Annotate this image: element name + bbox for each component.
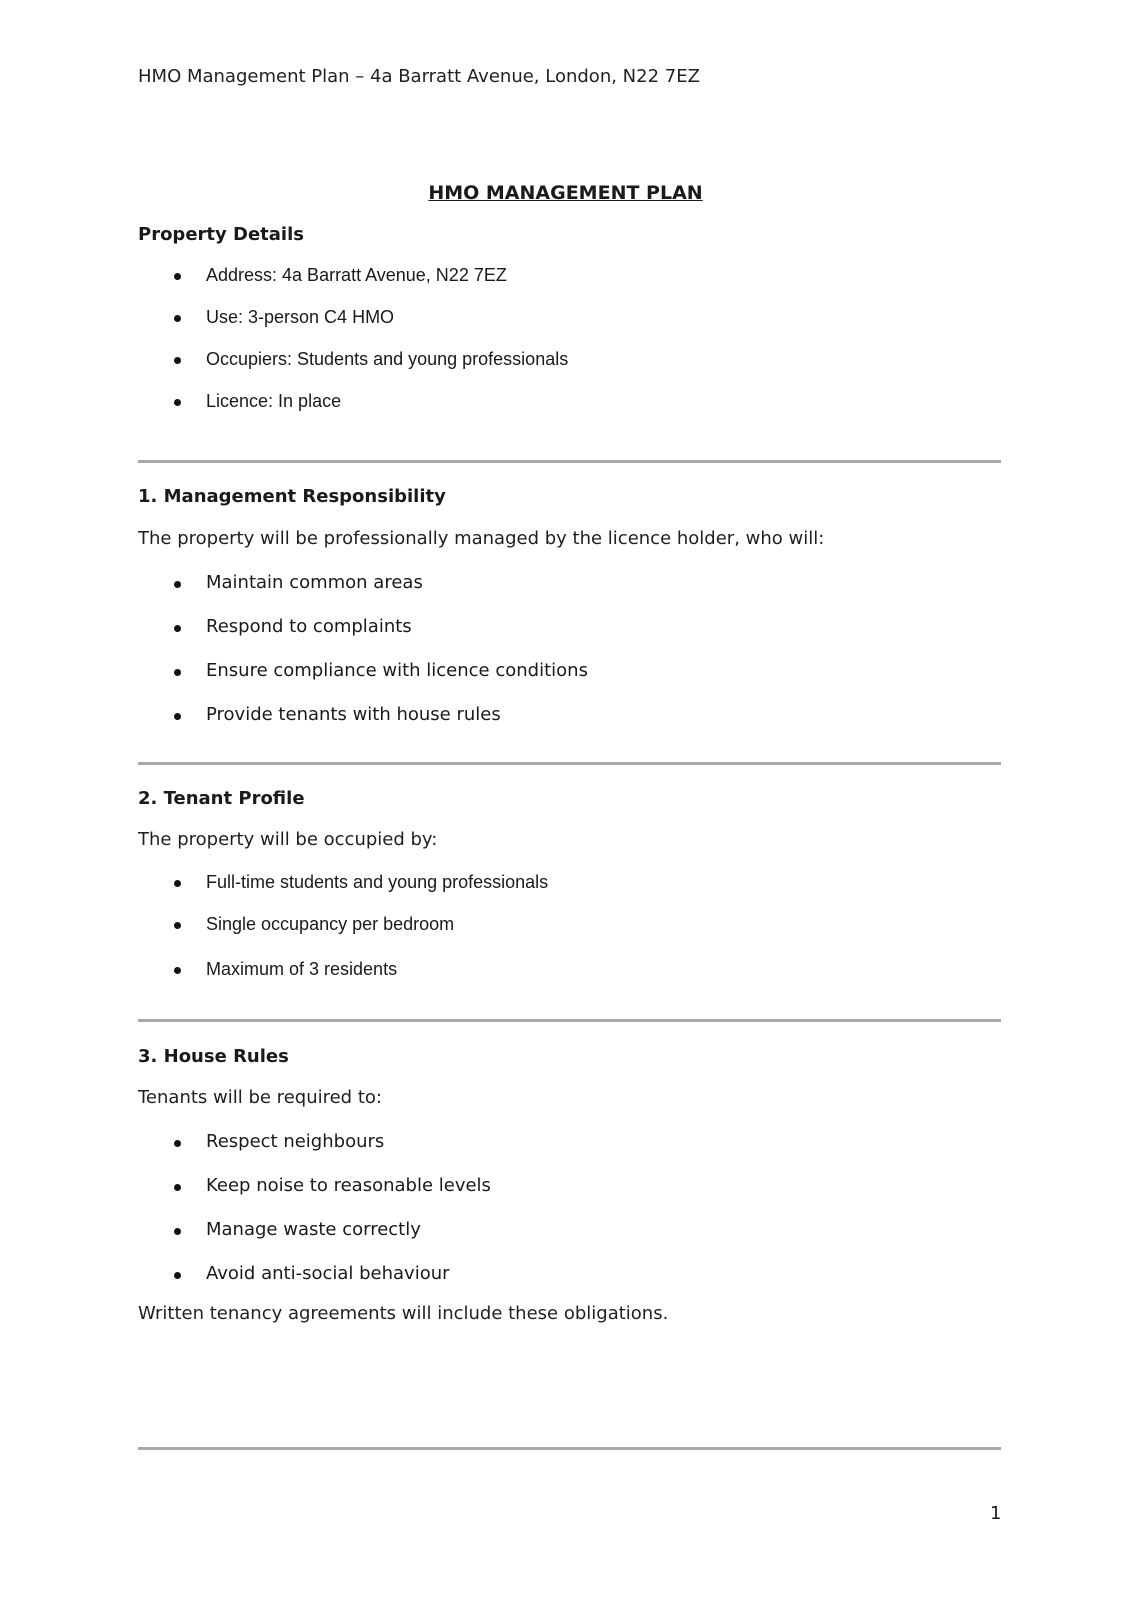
- management-responsibility-intro: The property will be professionally managed by the licence holder, who will:: [138, 528, 825, 549]
- bullet-icon: [174, 315, 181, 322]
- property-details-heading: Property Details: [138, 224, 304, 245]
- bullet-icon: [174, 273, 181, 280]
- bullet-icon: [174, 1140, 181, 1147]
- bullet-icon: [174, 399, 181, 406]
- bullet-icon: [174, 1272, 181, 1279]
- bullet-icon: [174, 880, 181, 887]
- house-rules-intro: Tenants will be required to:: [138, 1087, 382, 1108]
- bullet-icon: [174, 967, 181, 974]
- section-divider: [138, 460, 1001, 463]
- bullet-icon: [174, 922, 181, 929]
- section-divider: [138, 762, 1001, 765]
- bullet-icon: [174, 669, 181, 676]
- house-rules-closing: Written tenancy agreements will include these obligations.: [138, 1303, 669, 1324]
- bullet-icon: [174, 1228, 181, 1235]
- section-divider: [138, 1019, 1001, 1022]
- tenant-profile-intro: The property will be occupied by:: [138, 829, 438, 850]
- page-number: 1: [990, 1503, 1002, 1524]
- bullet-icon: [174, 1184, 181, 1191]
- tenant-profile-heading: 2. Tenant Profile: [138, 788, 305, 809]
- running-header: HMO Management Plan – 4a Barratt Avenue, London, N22 7EZ: [138, 66, 700, 87]
- bullet-icon: [174, 581, 181, 588]
- bullet-icon: [174, 713, 181, 720]
- house-rules-heading: 3. House Rules: [138, 1046, 289, 1067]
- document-page: HMO Management Plan – 4a Barratt Avenue, London, N22 7EZ HMO MANAGEMENT PLAN Property Details Address: 4a Barratt Avenue, N22 7EZ Use: 3-person C4 HMO Occupiers: Students and young professionals Licence: In place 1. Management Responsibility The property will be professionally managed by the licence holder, who will: Maintain common areas Respond to complaints Ensure compliance with licence conditions Provide tenants with house rules 2. Tenant Profile The property will be occupied by: Full-time students and young professionals Single occupancy per bedroom Maximum of 3 residents 3. House Rules Tenants will be required to: Respect neighbours Keep noise to reasonable levels Manage waste correctly Avoid anti-social behaviour Written tenancy agreements will include these obligations. 1: [0, 0, 1131, 1600]
- footer-divider: [138, 1447, 1001, 1450]
- document-title: HMO MANAGEMENT PLAN: [428, 182, 703, 204]
- bullet-icon: [174, 625, 181, 632]
- management-responsibility-heading: 1. Management Responsibility: [138, 486, 446, 507]
- bullet-icon: [174, 357, 181, 364]
